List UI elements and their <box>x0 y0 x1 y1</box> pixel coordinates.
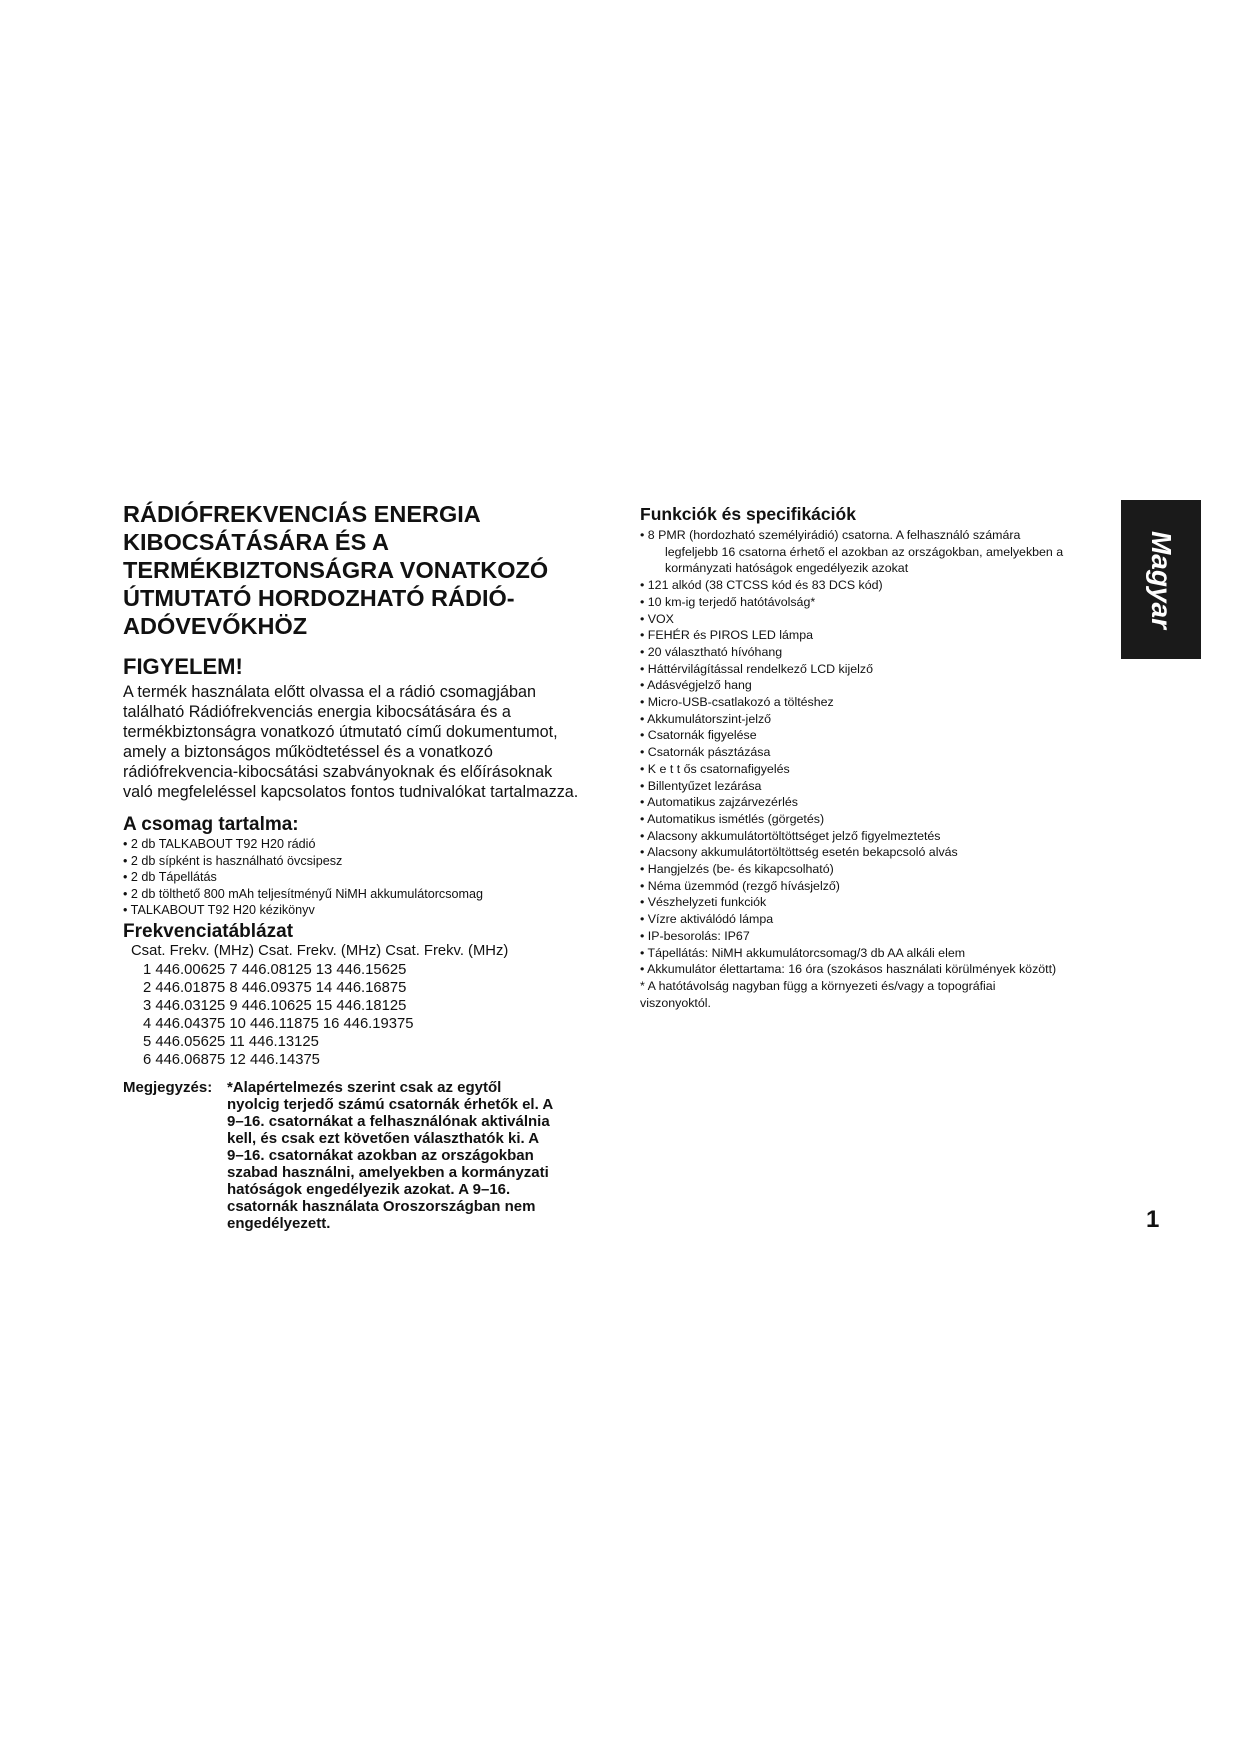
warning-line: való megfeleléssel kapcsolatos fontos tudnivalókat tartalmazza. <box>123 783 579 801</box>
title-line: ÚTMUTATÓ HORDOZHATÓ RÁDIÓ- <box>123 585 515 611</box>
list-item: * A hatótávolság nagyban függ a környezeti és/vagy a topográfiai <box>640 978 996 993</box>
list-item: • Micro-USB-csatlakozó a töltéshez <box>640 695 834 710</box>
list-item: • Néma üzemmód (rezgő hívásjelző) <box>640 878 840 893</box>
table-row: 6 446.06875 12 446.14375 <box>143 1051 320 1068</box>
note <box>123 1079 613 1232</box>
list-item: • 2 db sípként is használható övcsipesz <box>123 853 343 868</box>
features-title: Funkciók és specifikációk <box>640 504 856 524</box>
list-item: • Csatornák pásztázása <box>640 745 771 760</box>
list-item: • Alacsony akkumulátortöltöttséget jelző figyelmeztetés <box>640 828 941 843</box>
list-item: • 8 PMR (hordozható személyirádió) csatorna. A felhasználó számára <box>640 528 1021 542</box>
list-item: • K e t t ős csatornafigyelés <box>640 761 790 776</box>
frequency-table-title: Frekvenciatáblázat <box>123 920 294 942</box>
main-title <box>123 500 613 640</box>
list-item: • Csatornák figyelése <box>640 728 757 743</box>
title-line: TERMÉKBIZTONSÁGRA VONATKOZÓ <box>123 557 549 583</box>
note-line: 9–16. csatornákat a felhasználónak aktiválnia <box>227 1112 550 1130</box>
list-item: legfeljebb 16 csatorna érhető el azokban az országokban, amelyekben a <box>665 544 1064 559</box>
note-line: csatornák használata Oroszországban nem <box>227 1197 536 1215</box>
warning-title: FIGYELEM! <box>123 654 243 679</box>
list-item: • Automatikus ismétlés (görgetés) <box>640 811 825 826</box>
list-item: • Akkumulátor élettartama: 16 óra (szokásos használati körülmények között) <box>640 962 1057 977</box>
title-line: ADÓVEVŐKHÖZ <box>123 613 308 639</box>
note-line: *Alapértelmezés szerint csak az egytől <box>227 1078 502 1096</box>
note-line: engedélyezett. <box>227 1214 331 1232</box>
warning-line: rádiófrekvencia-kibocsátási szabványoknak és előírásoknak <box>123 763 553 781</box>
language-tab <box>1121 500 1201 659</box>
warning-line: található Rádiófrekvenciás energia kibocsátására és a <box>123 703 511 721</box>
list-item: • IP-besorolás: IP67 <box>640 928 750 943</box>
note-line: hatóságok engedélyezik azokat. A 9–16. <box>227 1180 511 1198</box>
list-item: • Akkumulátorszint-jelző <box>640 711 772 726</box>
note-line: nyolcig terjedő számú csatornák érhetők el. A <box>227 1095 554 1113</box>
list-item: • FEHÉR és PIROS LED lámpa <box>640 628 814 643</box>
title-line: KIBOCSÁTÁSÁRA ÉS A <box>123 529 389 555</box>
frequency-table <box>123 961 613 1069</box>
list-item: • Háttérvilágítással rendelkező LCD kijelző <box>640 661 873 676</box>
features-list <box>640 527 1120 1011</box>
frequency-table-header: Csat. Frekv. (MHz) Csat. Frekv. (MHz) Csat. Frekv. (MHz) <box>131 942 509 959</box>
note-line: kell, és csak ezt követően választhatók ki. A <box>227 1129 540 1147</box>
language-tab-label: Magyar <box>1146 530 1178 629</box>
table-row: 5 446.05625 11 446.13125 <box>143 1033 319 1050</box>
warning-line: A termék használata előtt olvassa el a rádió csomagjában <box>123 683 537 701</box>
list-item: kormányzati hatóságok engedélyezik azokat <box>665 561 909 576</box>
list-item: • Billentyűzet lezárása <box>640 778 762 793</box>
list-item: • 2 db tölthető 800 mAh teljesítményű NiMH akkumulátorcsomag <box>123 886 483 901</box>
list-item: • Vészhelyzeti funkciók <box>640 895 767 910</box>
warning-line: amely a biztonságos működtetéssel és a vonatkozó <box>123 743 493 761</box>
left-column <box>123 500 613 1232</box>
right-column <box>640 504 1120 1011</box>
list-item: viszonyoktól. <box>640 995 711 1010</box>
package-title: A csomag tartalma: <box>123 814 299 835</box>
table-row: 3 446.03125 9 446.10625 15 446.18125 <box>143 997 407 1014</box>
warning-line: termékbiztonságra vonatkozó útmutató című dokumentumot, <box>123 723 558 741</box>
table-row: 2 446.01875 8 446.09375 14 446.16875 <box>143 979 407 996</box>
table-row: 4 446.04375 10 446.11875 16 446.19375 <box>143 1015 414 1032</box>
title-line: RÁDIÓFREKVENCIÁS ENERGIA <box>123 501 481 527</box>
warning-text <box>123 682 613 802</box>
note-text <box>227 1079 613 1232</box>
list-item: • 2 db Tápellátás <box>123 870 217 885</box>
list-item: • Automatikus zajzárvezérlés <box>640 795 798 810</box>
list-item: • 10 km-ig terjedő hatótávolság* <box>640 594 816 609</box>
table-row: 1 446.00625 7 446.08125 13 446.15625 <box>143 961 407 978</box>
list-item: • Hangjelzés (be- és kikapcsolható) <box>640 862 834 877</box>
list-item: • TALKABOUT T92 H20 kézikönyv <box>123 903 315 918</box>
list-item: • VOX <box>640 611 674 626</box>
list-item: • 20 választható hívóhang <box>640 644 783 659</box>
note-label: Megjegyzés: <box>123 1078 213 1096</box>
list-item: • Tápellátás: NiMH akkumulátorcsomag/3 db AA alkáli elem <box>640 945 966 960</box>
list-item: • 121 alkód (38 CTCSS kód és 83 DCS kód) <box>640 578 883 593</box>
list-item: • Vízre aktiválódó lámpa <box>640 912 774 927</box>
list-item: • Alacsony akkumulátortöltöttség esetén bekapcsoló alvás <box>640 845 958 860</box>
list-item: • 2 db TALKABOUT T92 H20 rádió <box>123 837 316 851</box>
page-number: 1 <box>1146 1206 1160 1233</box>
package-list <box>123 836 613 919</box>
list-item: • Adásvégjelző hang <box>640 678 752 693</box>
note-line: szabad használni, amelyekben a kormányzati <box>227 1163 549 1181</box>
note-line: 9–16. csatornákat azokban az országokban <box>227 1146 534 1164</box>
